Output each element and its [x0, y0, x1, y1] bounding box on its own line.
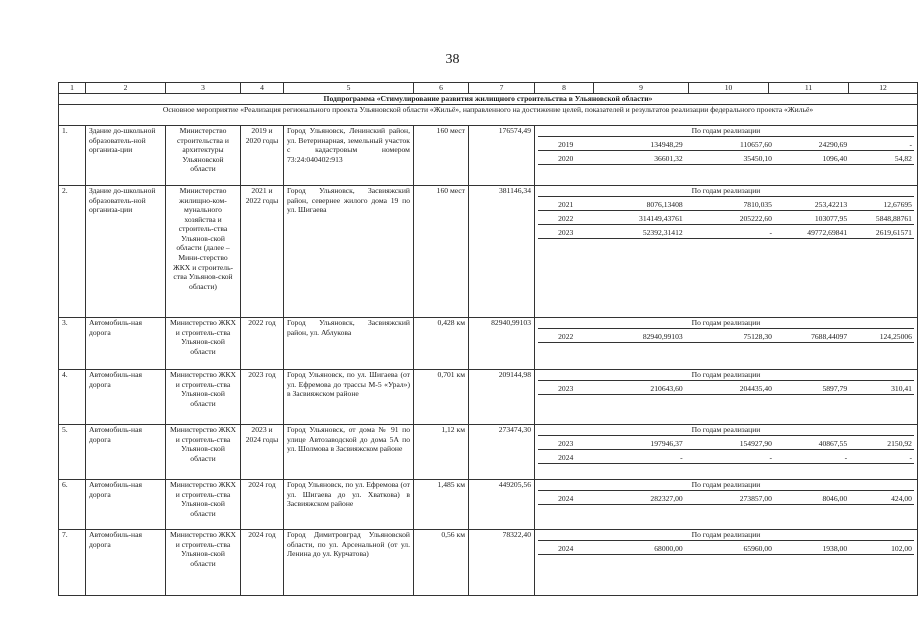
total-cost: 78322,40	[469, 530, 535, 596]
capacity-value: 0,428 км	[414, 318, 469, 370]
object-name: Автомобиль-ная дорога	[86, 425, 166, 480]
year: 2023	[558, 384, 574, 394]
by-years-label: По годам реализации	[538, 480, 914, 491]
col-number-9: 9	[594, 83, 689, 94]
yearly-breakdown	[535, 425, 918, 480]
customer-name: Министерство ЖКХ и строитель-ства Ульянов-ской области	[166, 318, 241, 370]
capacity-value: 1,485 км	[414, 480, 469, 530]
value-federal: -	[769, 453, 772, 463]
year-row	[538, 450, 914, 464]
value-regional: 103077,95	[814, 214, 848, 224]
value-federal: 154927,90	[739, 439, 772, 449]
by-years-label: По годам реализации	[538, 186, 914, 197]
year: 2024	[558, 453, 574, 463]
total-cost: 176574,49	[469, 126, 535, 186]
value-federal: 65960,00	[743, 544, 772, 554]
value-regional: 24290,69	[818, 140, 848, 150]
project-row	[59, 370, 918, 425]
object-address: Город Ульяновск, по ул. Шигаева (от ул. Ефремова до трассы М-5 «Урал») в Засвияжском районе	[284, 370, 414, 425]
main-activity-row	[59, 105, 918, 126]
row-number: 5.	[59, 425, 86, 480]
year: 2023	[558, 439, 574, 449]
col-number-4: 4	[241, 83, 284, 94]
col-number-2: 2	[86, 83, 166, 94]
col-number-3: 3	[166, 83, 241, 94]
value-regional: -	[844, 453, 848, 463]
year: 2024	[558, 494, 574, 504]
value-total: 210643,60	[650, 384, 683, 394]
value-local: 310,41	[891, 384, 912, 394]
row-number: 6.	[59, 480, 86, 530]
capacity-value: 0,56 км	[414, 530, 469, 596]
value-total: 8076,13408	[646, 200, 683, 210]
project-row	[59, 318, 918, 370]
customer-name: Министерство ЖКХ и строитель-ства Ульянов-ской области	[166, 425, 241, 480]
object-name: Здание до-школьной образователь-ной организа-ции	[86, 126, 166, 186]
value-total: 68000,00	[654, 544, 683, 554]
capacity-value: 160 мест	[414, 126, 469, 186]
implementation-period: 2021 и 2022 годы	[241, 186, 284, 318]
value-regional: 253,42213	[814, 200, 848, 210]
value-total: 282327,00	[650, 494, 683, 504]
implementation-period: 2019 и 2020 годы	[241, 126, 284, 186]
value-local: 2150,92	[887, 439, 912, 449]
value-regional: 40867,55	[818, 439, 848, 449]
by-years-label: По годам реализации	[538, 318, 914, 329]
capacity-value: 1,12 км	[414, 425, 469, 480]
total-cost: 273474,30	[469, 425, 535, 480]
value-federal: 75128,30	[743, 332, 772, 342]
customer-name: Министерство ЖКХ и строитель-ства Ульянов-ской области	[166, 370, 241, 425]
project-row	[59, 530, 918, 596]
capacity-value: 0,701 км	[414, 370, 469, 425]
value-total: 314149,43761	[639, 214, 683, 224]
implementation-period: 2022 год	[241, 318, 284, 370]
column-number-row	[59, 83, 918, 94]
year-row	[538, 211, 914, 225]
year: 2022	[558, 332, 574, 342]
object-name: Здание до-школьной образователь-ной организа-ции	[86, 186, 166, 318]
object-name: Автомобиль-ная дорога	[86, 530, 166, 596]
object-address: Город Ульяновск, Ленинский район, ул. Ветеринарная, земельный участок с кадастровым номером 73:24:040402:913	[284, 126, 414, 186]
customer-name: Министерство ЖКХ и строитель-ства Ульянов-ской области	[166, 480, 241, 530]
value-local: 124,25006	[879, 332, 912, 342]
value-local: 424,00	[891, 494, 912, 504]
yearly-breakdown	[535, 530, 918, 596]
implementation-period: 2023 год	[241, 370, 284, 425]
col-number-1: 1	[59, 83, 86, 94]
project-row	[59, 126, 918, 186]
customer-name: Министерство ЖКХ и строитель-ства Ульянов-ской области	[166, 530, 241, 596]
total-cost: 209144,98	[469, 370, 535, 425]
value-regional: 1096,40	[822, 154, 848, 164]
value-federal: 273857,00	[739, 494, 772, 504]
by-years-label: По годам реализации	[538, 530, 914, 541]
by-years-label: По годам реализации	[538, 126, 914, 137]
year: 2023	[558, 228, 574, 238]
object-address: Город Ульяновск, от дома № 91 по улице Автозаводской до дома 5А по ул. Шолмова в Засвияжском районе	[284, 425, 414, 480]
col-number-12: 12	[849, 83, 918, 94]
value-federal: 110657,60	[739, 140, 772, 150]
implementation-period: 2024 год	[241, 480, 284, 530]
object-name: Автомобиль-ная дорога	[86, 370, 166, 425]
value-local: 12,67695	[883, 200, 912, 210]
value-local: -	[909, 453, 912, 463]
year-row	[538, 329, 914, 343]
capacity-value: 160 мест	[414, 186, 469, 318]
yearly-breakdown	[535, 126, 918, 186]
value-total: 52392,31412	[642, 228, 683, 238]
value-local: 102,00	[891, 544, 912, 554]
subprogram-title: Подпрограмма «Стимулирование развития жилищного строительства в Ульяновской области»	[59, 94, 918, 105]
value-federal: 205222,60	[739, 214, 772, 224]
year-row	[538, 197, 914, 211]
project-row	[59, 480, 918, 530]
col-number-11: 11	[769, 83, 849, 94]
row-number: 7.	[59, 530, 86, 596]
col-number-6: 6	[414, 83, 469, 94]
page-number: 38	[445, 52, 460, 67]
implementation-period: 2023 и 2024 годы	[241, 425, 284, 480]
main-activity-text: Основное мероприятие «Реализация регионального проекта Ульяновской области «Жильё», направленного на достижение целей, показателей и результатов реализации федерального проекта «Жильё»	[59, 105, 918, 126]
value-federal: 7810,035	[743, 200, 772, 210]
value-local: -	[909, 140, 912, 150]
year: 2019	[558, 140, 574, 150]
year-row	[538, 541, 914, 555]
row-number: 3.	[59, 318, 86, 370]
value-regional: 5897,79	[822, 384, 848, 394]
object-address: Город Димитровград Ульяновской области, по ул. Арсенальной (от ул. Ленина до ул. Курчатова)	[284, 530, 414, 596]
year: 2022	[558, 214, 574, 224]
year-row	[538, 491, 914, 505]
yearly-breakdown	[535, 318, 918, 370]
object-address: Город Ульяновск, по ул. Ефремова (от ул. Шигаева до ул. Хваткова) в Засвияжском районе	[284, 480, 414, 530]
by-years-label: По годам реализации	[538, 370, 914, 381]
object-name: Автомобиль-ная дорога	[86, 480, 166, 530]
document-table	[58, 82, 918, 596]
col-number-8: 8	[535, 83, 594, 94]
project-row	[59, 425, 918, 480]
yearly-breakdown	[535, 370, 918, 425]
implementation-period: 2024 год	[241, 530, 284, 596]
value-total: 197946,37	[650, 439, 683, 449]
year-row	[538, 436, 914, 450]
object-address: Город Ульяновск, Засвияжский район, ул. Аблукова	[284, 318, 414, 370]
col-number-5: 5	[284, 83, 414, 94]
value-regional: 7688,44097	[811, 332, 848, 342]
col-number-7: 7	[469, 83, 535, 94]
value-regional: 8046,00	[822, 494, 848, 504]
value-federal: -	[769, 228, 772, 238]
value-total: 36601,32	[654, 154, 683, 164]
yearly-breakdown	[535, 186, 918, 318]
customer-name: Министерство жилищно-ком-мунального хозяйства и строитель-ства Ульянов-ской области (далее – Мини-стерство ЖКХ и строитель-ства Ульянов-ской области)	[166, 186, 241, 318]
value-local: 2619,61571	[875, 228, 912, 238]
year-row	[538, 225, 914, 239]
year-row	[538, 137, 914, 151]
yearly-breakdown	[535, 480, 918, 530]
row-number: 1.	[59, 126, 86, 186]
value-regional: 49772,69841	[807, 228, 848, 238]
total-cost: 381146,34	[469, 186, 535, 318]
year: 2020	[558, 154, 574, 164]
value-federal: 204435,40	[739, 384, 772, 394]
value-regional: 1938,00	[822, 544, 848, 554]
year: 2021	[558, 200, 574, 210]
total-cost: 449205,56	[469, 480, 535, 530]
col-number-10: 10	[689, 83, 769, 94]
year-row	[538, 151, 914, 165]
year-row	[538, 381, 914, 395]
value-total: -	[680, 453, 683, 463]
project-row	[59, 186, 918, 318]
row-number: 2.	[59, 186, 86, 318]
value-total: 82940,99103	[642, 332, 683, 342]
customer-name: Министерство строительства и архитектуры Ульяновской области	[166, 126, 241, 186]
subprogram-row	[59, 94, 918, 105]
by-years-label: По годам реализации	[538, 425, 914, 436]
value-total: 134948,29	[650, 140, 683, 150]
total-cost: 82940,99103	[469, 318, 535, 370]
object-name: Автомобиль-ная дорога	[86, 318, 166, 370]
row-number: 4.	[59, 370, 86, 425]
value-local: 5848,88761	[875, 214, 912, 224]
value-local: 54,82	[894, 154, 912, 164]
value-federal: 35450,10	[743, 154, 772, 164]
object-address: Город Ульяновск, Засвияжский район, севернее жилого дома 19 по ул. Шигаева	[284, 186, 414, 318]
year: 2024	[558, 544, 574, 554]
